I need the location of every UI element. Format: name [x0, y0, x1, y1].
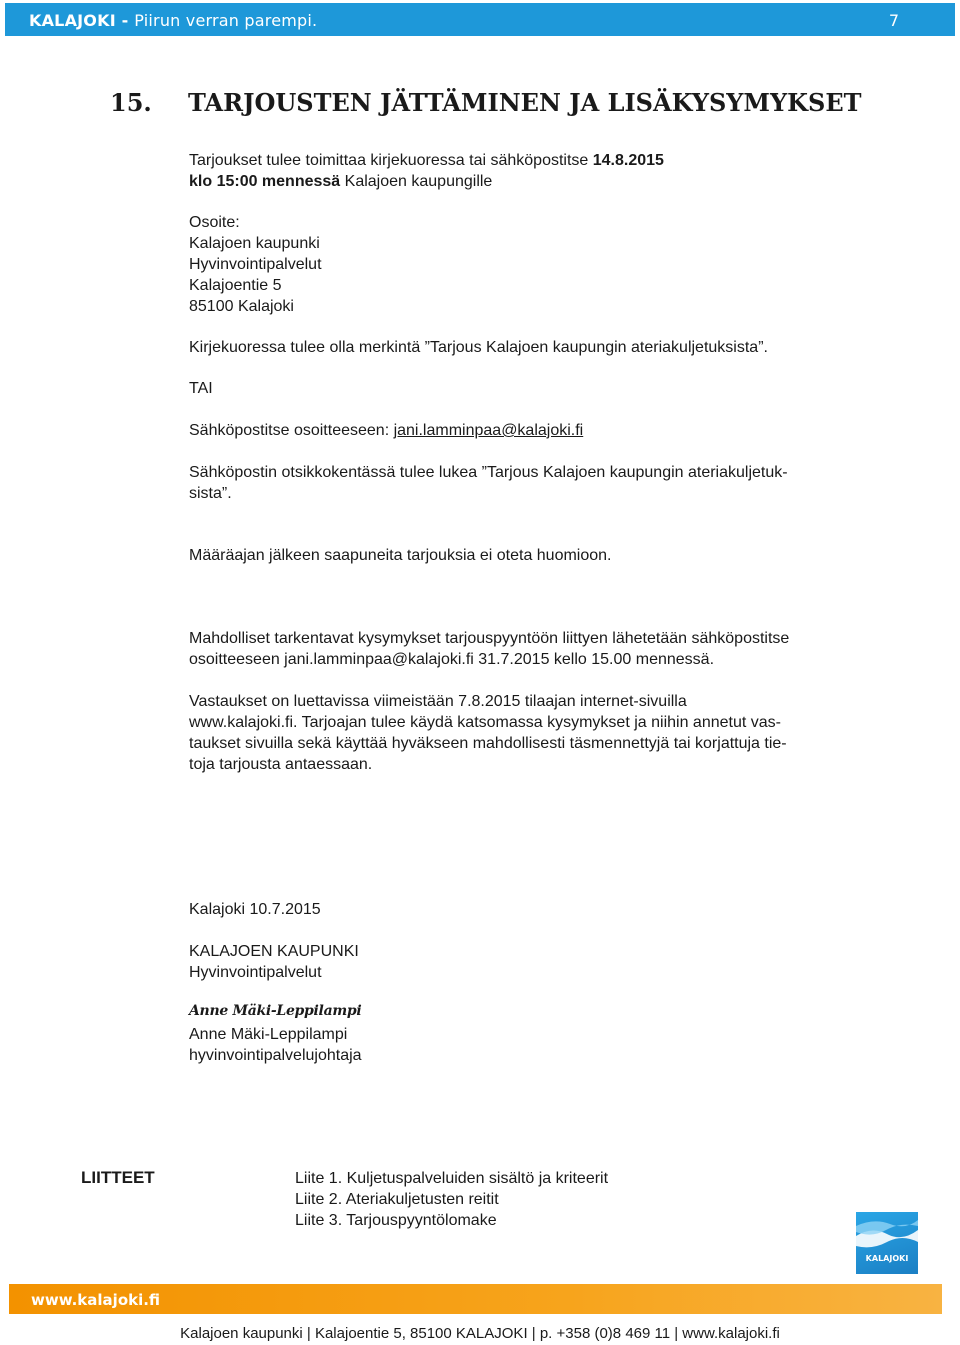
- deadline-time: klo 15:00 mennessä: [189, 173, 341, 190]
- address-line: 85100 Kalajoki: [189, 298, 294, 315]
- signer-name: Anne Mäki-Leppilampi: [189, 1026, 348, 1043]
- answers-line-1: Vastaukset on luettavissa viimeistään 7.8.2015 tilaajan internet-sivuilla: [189, 693, 687, 710]
- intro-line-1: [189, 150, 664, 171]
- header-brand: [29, 11, 317, 30]
- handwritten-signature: Anne Mäki-Leppilampi: [189, 1003, 362, 1019]
- kalajoki-logo: [856, 1212, 918, 1274]
- attachment-item: Liite 2. Ateriakuljetusten reitit: [295, 1191, 499, 1208]
- section-heading: [110, 88, 861, 117]
- email-link[interactable]: jani.lamminpaa@kalajoki.fi: [393, 422, 584, 439]
- subject-line-1: Sähköpostin otsikkokentässä tulee lukea ”Tarjous Kalajoen kaupungin ateriakuljetuk-: [189, 464, 788, 481]
- place-date: Kalajoki 10.7.2015: [189, 901, 321, 918]
- footer-bar: [9, 1284, 942, 1314]
- address-line: Hyvinvointipalvelut: [189, 256, 322, 273]
- attachments-heading: LIITTEET: [81, 1168, 155, 1187]
- or-separator: TAI: [189, 380, 213, 397]
- subject-line-2: sista”.: [189, 485, 232, 502]
- email-line: [189, 420, 583, 441]
- answers-line-3: taukset sivuilla sekä käyttää hyväkseen mahdollisesti täsmennettyjä tai korjattuja tie-: [189, 735, 787, 752]
- envelope-marking: Kirjekuoressa tulee olla merkintä ”Tarjous Kalajoen kaupungin ateriakuljetuksista”.: [189, 339, 768, 356]
- attachment-item: Liite 3. Tarjouspyyntölomake: [295, 1212, 497, 1229]
- attachment-item: Liite 1. Kuljetuspalveluiden sisältö ja kriteerit: [295, 1170, 609, 1187]
- intro-line-2: [189, 171, 492, 192]
- brand-name: KALAJOKI -: [29, 11, 135, 30]
- address-line: Kalajoentie 5: [189, 277, 282, 294]
- email-prefix: Sähköpostitse osoitteeseen:: [189, 422, 394, 439]
- questions-line-1: Mahdolliset tarkentavat kysymykset tarjouspyyntöön liittyen lähetetään sähköpostitse: [189, 630, 790, 647]
- deadline-date: 14.8.2015: [592, 152, 664, 169]
- signer-title: hyvinvointipalvelujohtaja: [189, 1047, 362, 1064]
- answers-line-2: www.kalajoki.fi. Tarjoajan tulee käydä katsomassa kysymykset ja niihin annetut vas-: [189, 714, 781, 731]
- footer-url[interactable]: www.kalajoki.fi: [31, 1291, 161, 1309]
- wave-icon: [856, 1212, 918, 1274]
- section-number: 15.: [110, 88, 152, 117]
- answers-line-4: toja tarjousta antaessaan.: [189, 756, 373, 773]
- footer-contact: Kalajoen kaupunki | Kalajoentie 5, 85100 KALAJOKI | p. +358 (0)8 469 11 | www.kalajoki.fi: [180, 1325, 780, 1342]
- intro-recipient: Kalajoen kaupungille: [340, 173, 493, 190]
- logo-text: KALAJOKI: [865, 1254, 909, 1263]
- page-number: 7: [888, 11, 899, 30]
- brand-slogan: Piirun verran parempi.: [134, 11, 318, 30]
- address-label: Osoite:: [189, 214, 240, 231]
- header-bar: [5, 3, 955, 36]
- questions-line-2: osoitteeseen jani.lamminpaa@kalajoki.fi 31.7.2015 kello 15.00 mennessä.: [189, 651, 715, 668]
- organization: KALAJOEN KAUPUNKI: [189, 943, 359, 960]
- department: Hyvinvointipalvelut: [189, 964, 322, 981]
- section-title: TARJOUSTEN JÄTTÄMINEN JA LISÄKYSYMYKSET: [188, 88, 862, 117]
- attachments-list: [295, 1168, 608, 1231]
- address-line: Kalajoen kaupunki: [189, 235, 320, 252]
- deadline-note: Määräajan jälkeen saapuneita tarjouksia ei oteta huomioon.: [189, 547, 612, 564]
- intro-text: Tarjoukset tulee toimittaa kirjekuoressa tai sähköpostitse: [189, 152, 593, 169]
